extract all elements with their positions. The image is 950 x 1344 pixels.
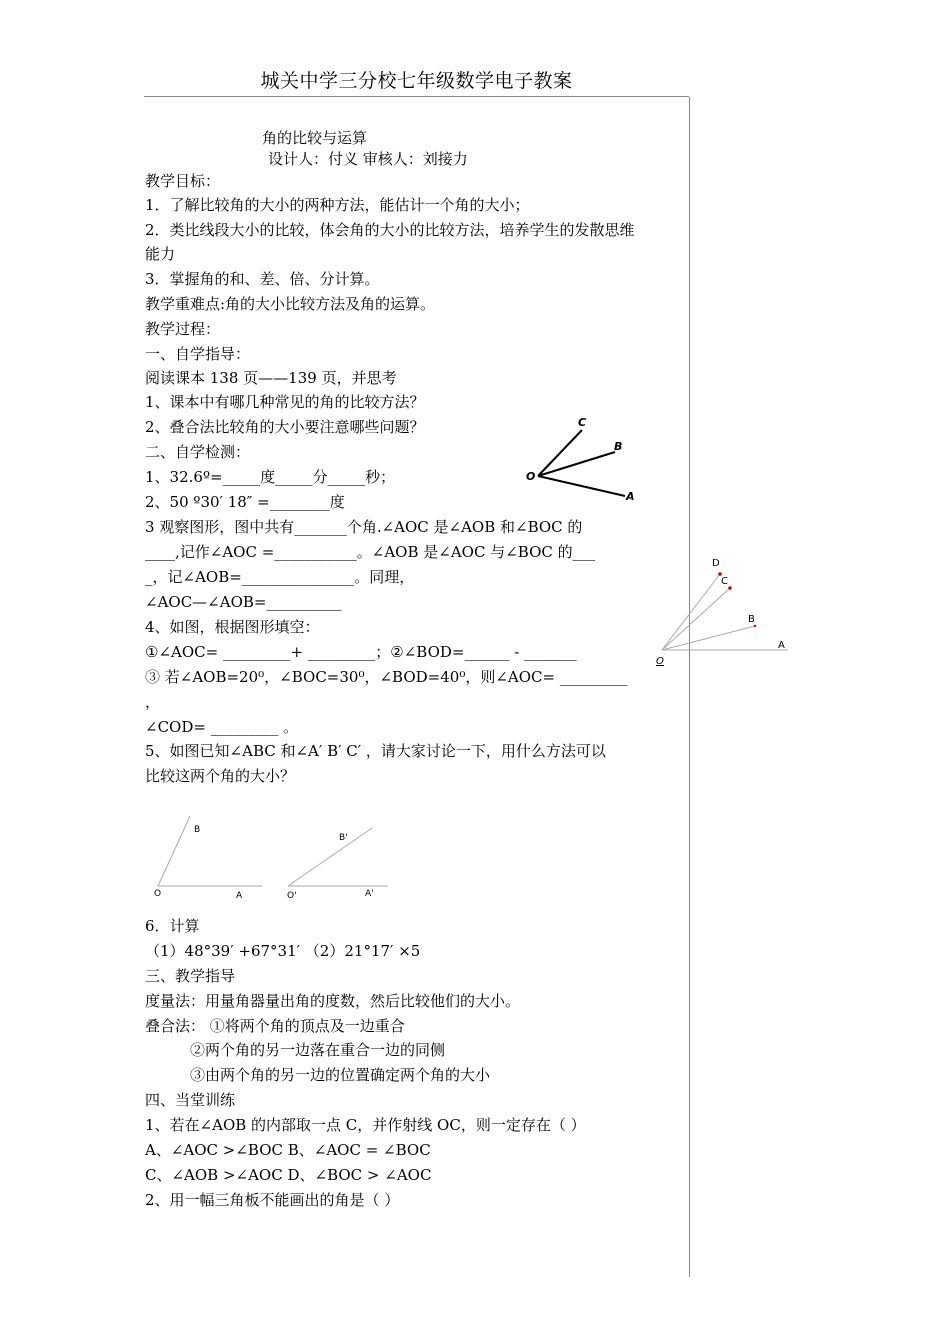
text-line: ③ 若∠AOB=20⁰，∠BOC=30⁰，∠BOD=40⁰，则∠AOC= _________ xyxy=(145,668,628,686)
text-line: ∠COD= _________ 。 xyxy=(145,718,298,736)
point-b xyxy=(754,625,756,627)
text-line: 4、如图，根据图形填空： xyxy=(145,618,320,636)
text-line: 1、32.6º=_____度_____分_____秒； xyxy=(145,468,396,486)
angle-figure-abc-prime xyxy=(282,818,402,908)
text-line: 1、若在∠AOB 的内部取一点 C，并作射线 OC，则一定存在（ ） xyxy=(145,1116,586,1134)
label-o: O xyxy=(656,656,664,667)
text-line: 度量法：用量角器量出角的度数，然后比较他们的大小。 xyxy=(145,992,521,1010)
text-line: ③由两个角的另一边的位置确定两个角的大小 xyxy=(190,1066,491,1084)
text-line: C、∠AOB >∠AOC D、∠BOC > ∠AOC xyxy=(145,1166,432,1184)
label-c: C xyxy=(578,416,587,429)
text-line: ②两个角的另一边落在重合一边的同侧 xyxy=(190,1041,446,1059)
text-line: A、∠AOC >∠BOC B、∠AOC = ∠BOC xyxy=(145,1141,431,1159)
label-a: A xyxy=(778,640,785,651)
label-b: B xyxy=(614,440,623,453)
ray-oa xyxy=(538,476,625,496)
text-line: 一、自学指导： xyxy=(145,345,251,363)
text-line: 比较这两个角的大小？ xyxy=(145,767,296,785)
text-line: （1）48°39′ +67°31′ （2）21°17′ ×5 xyxy=(145,942,421,960)
text-line: ∠AOC—∠AOB=__________ xyxy=(145,593,342,611)
text-line: 2、50 º30′ 18″ =________度 xyxy=(145,493,345,511)
label-b: B xyxy=(748,614,755,625)
header-title: 城关中学三分校七年级数学电子教案 xyxy=(260,70,573,92)
text-line: 2．类比线段大小的比较，体会角的大小的比较方法，培养学生的发散思维 xyxy=(145,221,635,239)
text-line: 1、课本中有哪几种常见的角的比较方法？ xyxy=(145,393,425,411)
label-o-prime: O' xyxy=(287,891,297,901)
ray-od xyxy=(662,574,720,650)
label-d: D xyxy=(712,558,720,569)
text-line: 6．计算 xyxy=(145,917,200,935)
text-line: ____,记作∠AOC =___________。∠AOB 是∠AOC 与∠BOC 的___ xyxy=(145,543,596,561)
text-line: 2、用一幅三角板不能画出的角是（ ） xyxy=(145,1191,400,1209)
doc-title: 角的比较与运算 xyxy=(262,129,368,147)
text-line: 阅读课本 138 页——139 页，并思考 xyxy=(145,369,397,387)
text-line: 5、如图已知∠ABC 和∠A′ B′ C′ ，请大家讨论一下，用什么方法可以 xyxy=(145,742,606,760)
text-line: 2、叠合法比较角的大小要注意哪些问题？ xyxy=(145,418,425,436)
angle-figure-abc xyxy=(150,808,270,904)
text-line: 三、教学指导 xyxy=(145,967,236,985)
label-b: B xyxy=(194,825,201,835)
angle-figure-aoc xyxy=(520,410,640,510)
text-line: ， xyxy=(145,693,161,711)
text-line: 二、自学检测： xyxy=(145,443,251,461)
text-line: 叠合法： ①将两个角的顶点及一边重合 xyxy=(145,1017,405,1035)
label-c: C xyxy=(721,576,728,587)
margin-divider xyxy=(689,97,690,1277)
text-line: 3 观察图形，图中共有_______个角.∠AOC 是∠AOB 和∠BOC 的 xyxy=(145,518,583,536)
angle-figure-bod xyxy=(650,552,795,672)
text-line: _，记∠AOB=_______________。同理， xyxy=(145,568,415,586)
point-c xyxy=(728,586,732,590)
label-o: O xyxy=(526,470,536,483)
text-line: 教学目标： xyxy=(145,172,221,190)
text-line: 教学重难点:角的大小比较方法及角的运算。 xyxy=(145,295,436,313)
label-a-prime: A' xyxy=(365,889,374,899)
doc-authors: 设计人：付义 审核人：刘接力 xyxy=(268,150,468,168)
text-line: 四、当堂训练 xyxy=(145,1091,236,1109)
ray-oc xyxy=(662,588,730,650)
ray-ob-prime xyxy=(288,828,372,886)
text-line: ①∠AOC= _________+ _________；②∠BOD=______ - _______ xyxy=(145,643,577,661)
label-a: A xyxy=(236,891,243,901)
label-o: O xyxy=(154,889,162,899)
text-line: 1．了解比较角的大小的两种方法，能估计一个角的大小； xyxy=(145,196,530,214)
ray-ob xyxy=(662,626,755,650)
label-a: A xyxy=(626,490,635,503)
text-line: 3．掌握角的和、差、倍、分计算。 xyxy=(145,270,380,288)
label-b-prime: B' xyxy=(339,833,348,843)
text-line: 能力 xyxy=(145,245,176,263)
text-line: 教学过程： xyxy=(145,320,221,338)
header-divider xyxy=(144,96,689,97)
ray-ob xyxy=(158,816,190,886)
